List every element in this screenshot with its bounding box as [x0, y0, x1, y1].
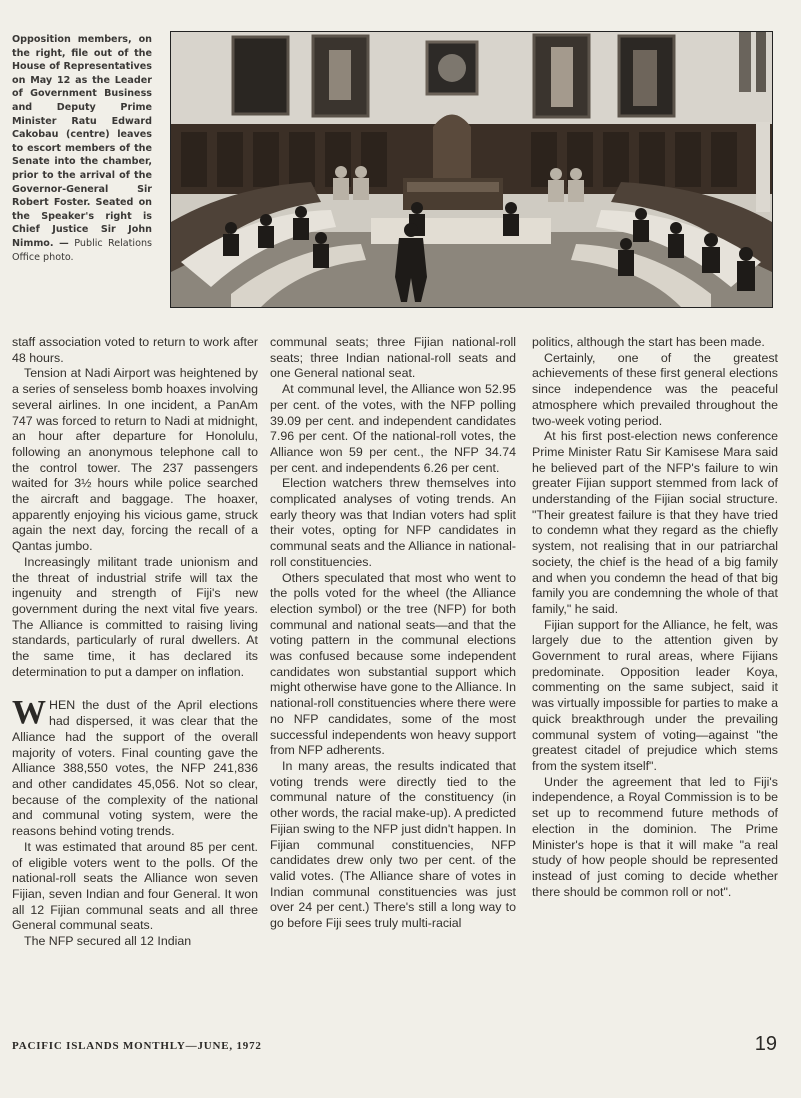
- photo-illustration: [171, 32, 772, 307]
- paragraph: communal seats; three Fijian national-roll seats; three Indian national-roll seats and one General national seat.: [270, 335, 516, 381]
- paragraph: Under the agreement that led to Fiji's independence, a Royal Commission is to be set up to recommend future methods of election in the dominion. The Prime Minister's hope is that it will make "a real study of how people should be represented instead of just coming to decide whether there should be common roll or not".: [532, 774, 778, 899]
- section-break: [12, 680, 258, 698]
- article-column-2: [270, 335, 516, 1025]
- paragraph: It was estimated that around 85 per cent. of eligible voters went to the polls. Of the national-roll seats the Alliance won seven Fijian, seven Indian and four General. It won all 12 Fijian communal seats and all three General communal seats.: [12, 839, 258, 933]
- paragraph: In many areas, the results indicated that voting trends were directly tied to the communal nature of the constituency (in other words, the racial make-up). A predicted Fijian swing to the NFP just didn't happen. In Fijian communal constituencies, NFP candidates drew only two per cent. of the valid votes. (The Alliance share of votes in Indian communal constituencies was just over 24 per cent.) There's still a long way to go before Fiji sees truly multi-racial: [270, 758, 516, 931]
- publication-footer: PACIFIC ISLANDS MONTHLY—JUNE, 1972: [12, 1040, 262, 1052]
- drop-cap: W: [12, 694, 46, 732]
- photo-caption: [12, 33, 152, 264]
- paragraph: Certainly, one of the greatest achievements of these first general elections since independence was the peaceful atmosphere which prevailed throughout the two-week voting period.: [532, 350, 778, 428]
- paragraph: staff association voted to return to work after 48 hours.: [12, 335, 258, 365]
- paragraph-text: HEN the dust of the April elections had dispersed, it was clear that the Alliance had the support of the overall majority of voters. Final counting gave the Alliance 388,550 votes, the NFP 241,836 and other candidates 45,056. Not so clear, because of the complexity of the national and communal voting system, were the reasons behind voting trends.: [12, 698, 258, 839]
- article-column-1: [12, 335, 258, 1025]
- page-number: 19: [754, 1033, 777, 1055]
- paragraph: politics, although the start has been made.: [532, 335, 765, 349]
- caption-text: Opposition members, on the right, file out of the House of Representatives on May 12 as the Leader of Government Business and Deputy Prime Minister Ratu Edward Cakobau (centre) leaves to escort members of the Senate into the chamber, prior to the arrival of the Governor-General Sir Robert Foster. Seated on the Speaker's right is Chief Justice Sir John Nimmo. —: [12, 34, 152, 249]
- caption-credit: Public Relations Office photo.: [12, 237, 153, 263]
- paragraph: The NFP secured all 12 Indian: [24, 934, 192, 949]
- paragraph: At his first post-election news conference Prime Minister Ratu Sir Kamisese Mara said he believed part of the NFP's failure to win greater Fijian support stemmed from lack of understanding of the Fijian social structure. "Their greatest failure is that they have tried to condemn what they regard as the chiefly system, not realising that in our patriarchal society, the chief is the head of a big family and when you condemn the head of that big family you are condemning the whole of that family," he said.: [532, 429, 778, 616]
- paragraph: Election watchers threw themselves into complicated analyses of voting trends. An early theory was that Indian voters had split their votes, opting for NFP candidates in communal seats and the Alliance in national-roll constituencies.: [270, 476, 516, 569]
- paragraph: Fijian support for the Alliance, he felt, was largely due to the attention given by Government to rural areas, where Fijians predominate. Opposition leader Koya, commenting on the same subject, said it was virtually impossible for parties to make a quick breakthrough under the prevailing communal system of voting—against "the greatest citadel of prejudice which stems from the system itself".: [532, 617, 778, 773]
- paragraph: Increasingly militant trade unionism and the threat of industrial strife will tax the ingenuity and strength of Fiji's new government during the next vital five years. The Alliance is committed to raising living standards, particularly of rural dwellers. At the same time, it has declared its determination to put a damper on inflation.: [12, 554, 258, 679]
- paragraph: Others speculated that most who went to the polls voted for the wheel (the Alliance election symbol) or the tree (NFP) for both communal and national seats—and that the voting pattern in the communal elections was confused because some independent candidates won substantial support which might otherwise have gone to the Alliance. In national-roll constituencies where there were no NFP candidates, some of the most successful independents won heavy support from NFP adherents.: [270, 570, 516, 758]
- paragraph: Tension at Nadi Airport was heightened by a series of senseless bomb hoaxes involving several airlines. In one incident, a PanAm 747 was forced to return to Nadi at midnight, an hour after departure for Honolulu, following an anonymous telephone call to the control tower. The 237 passengers waited for 3½ hours while police searched the aircraft and baggage. The hoaxer, apparently enjoying his vicious game, struck again the next day, forcing the recall of a Qantas jumbo.: [12, 366, 258, 554]
- parliament-chamber-photo: [170, 31, 773, 308]
- paragraph: At communal level, the Alliance won 52.95 per cent. of the votes, with the NFP polling 39.09 per cent. and independent candidates 7.96 per cent. Of the national-roll votes, the Alliance won 59 per cent., the NFP 34.74 per cent. and independents 6.26 per cent.: [270, 382, 516, 475]
- paragraph-with-dropcap: [12, 694, 258, 839]
- article-column-3: [532, 335, 778, 1025]
